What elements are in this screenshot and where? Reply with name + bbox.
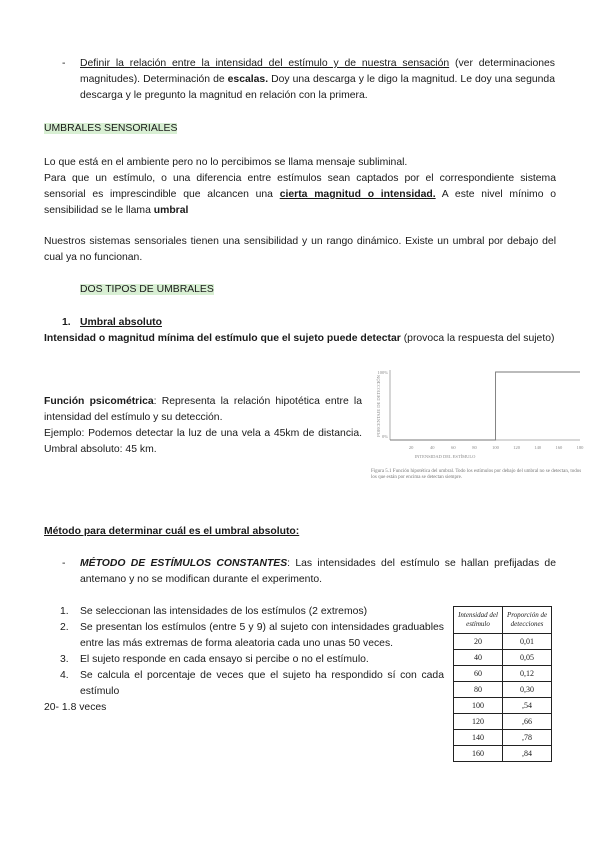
- item1-definition: Intensidad o magnitud mínima del estímulo que el sujeto puede detectar (provoca la respuesta del sujeto): [44, 333, 555, 344]
- para2: Nuestros sistemas sensoriales tienen una sensibilidad y un rango dinámico. Existe un umbral por debajo del cual ya no funcionan.: [44, 236, 556, 263]
- x-tick-label: 60: [451, 445, 456, 450]
- intro-bullet: -: [62, 58, 66, 69]
- step-item: 1. Se seleccionan las intensidades de los estímulos (2 extremos): [60, 606, 368, 617]
- x-tick-label: 120: [513, 445, 521, 450]
- method-name: MÉTODO DE ESTÍMULOS CONSTANTES: [80, 558, 288, 569]
- x-tick-label: 80: [472, 445, 477, 450]
- method-description: MÉTODO DE ESTÍMULOS CONSTANTES: Las intensidades del estímulo se hallan prefijadas de antemano y no se modifican durante el experimento.: [80, 558, 556, 585]
- psico-example: Ejemplo: Podemos detectar la luz de una vela a 45km de distancia. Umbral absoluto: 45 km.: [44, 428, 362, 455]
- intro-rest: Doy una descarga y le digo la magnitud. Le doy una segunda descarga y le pregunto la magnitud en relación con la primera.: [80, 74, 555, 101]
- x-tick-label: 160: [555, 445, 563, 450]
- x-axis-label: INTENSIDAD DEL ESTÍMULO: [414, 454, 476, 459]
- x-tick-label: 100: [492, 445, 499, 450]
- table-header: Proporción de detecciones: [503, 607, 552, 634]
- intro-paragraph: [80, 56, 555, 104]
- y-tick-label: 0%: [382, 434, 388, 439]
- footnote: 20- 1.8 veces: [44, 702, 107, 713]
- step-item: 2. Se presentan los estímulos (entre 5 y 9) al sujeto con intensidades graduables entre las más extremas de forma aleatoria cada uno unas 50 veces.: [60, 622, 444, 649]
- table-row: 120 ,66: [454, 714, 552, 730]
- intro-bold: escalas.: [227, 74, 269, 85]
- psychometric-chart: [368, 364, 590, 484]
- para1-umbral: umbral: [153, 205, 189, 216]
- chart-caption: Figura 5.1 Función hipotética del umbral. Todo los estímulos por debajo del umbral no se detectan, todos los que están por encima se detectan siempre.: [371, 469, 582, 480]
- section-heading-umbrales: UMBRALES SENSORIALES: [44, 123, 178, 134]
- psico-definition: Función psicométrica: Representa la relación hipotética entre la intensidad del estímulo y su detección.: [44, 396, 362, 423]
- table-row: 100 ,54: [454, 698, 552, 714]
- x-tick-label: 20: [408, 445, 414, 450]
- table-row: 140 ,78: [454, 730, 552, 746]
- section-heading-tipos: DOS TIPOS DE UMBRALES: [80, 284, 214, 295]
- stimulus-table: [453, 606, 552, 762]
- table-header: Intensidad del estímulo: [454, 607, 503, 634]
- step-item: 3. El sujeto responde en cada ensayo si percibe o no el estímulo.: [60, 654, 369, 665]
- table-row: 80 0,30: [454, 682, 552, 698]
- para1-line1: Lo que está en el ambiente pero no lo percibimos se llama mensaje subliminal.: [44, 157, 408, 168]
- item1-number: 1.: [62, 317, 71, 328]
- x-tick-label: 40: [429, 445, 435, 450]
- method-title: Método para determinar cuál es el umbral absoluto:: [44, 526, 300, 537]
- para1-bold: cierta magnitud o intensidad.: [279, 189, 436, 200]
- x-tick-label: 180: [576, 445, 584, 450]
- method-bullet: -: [62, 558, 66, 569]
- table-row: 60 0,12: [454, 666, 552, 682]
- steps-list: [44, 604, 444, 716]
- step-item: 4. Se calcula el porcentaje de veces que el sujeto ha respondido sí con cada estímulo: [60, 670, 444, 697]
- intro-after-link: (ver determinaciones magnitudes). Determinación de: [80, 58, 555, 85]
- table-row: 40 0,05: [454, 650, 552, 666]
- x-tick-label: 140: [534, 445, 542, 450]
- item1-title: Umbral absoluto: [80, 317, 162, 328]
- table-row: 20 0,01: [454, 634, 552, 650]
- intro-link-text: Definir la relación entre la intensidad del estímulo y de nuestra sensación: [80, 58, 450, 69]
- y-tick-label: 100%: [377, 370, 388, 375]
- para1-body: Para que un estímulo, o una diferencia entre estímulos sean captados por el correspondiente sistema sensorial es imprescindible que alcancen una cierta magnitud o intensidad. A este nivel mínimo o sensibilidad se le llama umbral: [44, 173, 557, 216]
- series-line: [390, 372, 580, 440]
- table-row: 160 ,84: [454, 746, 552, 762]
- y-axis-label: PORCENTAJE DE DETECCIÓN: [376, 375, 381, 437]
